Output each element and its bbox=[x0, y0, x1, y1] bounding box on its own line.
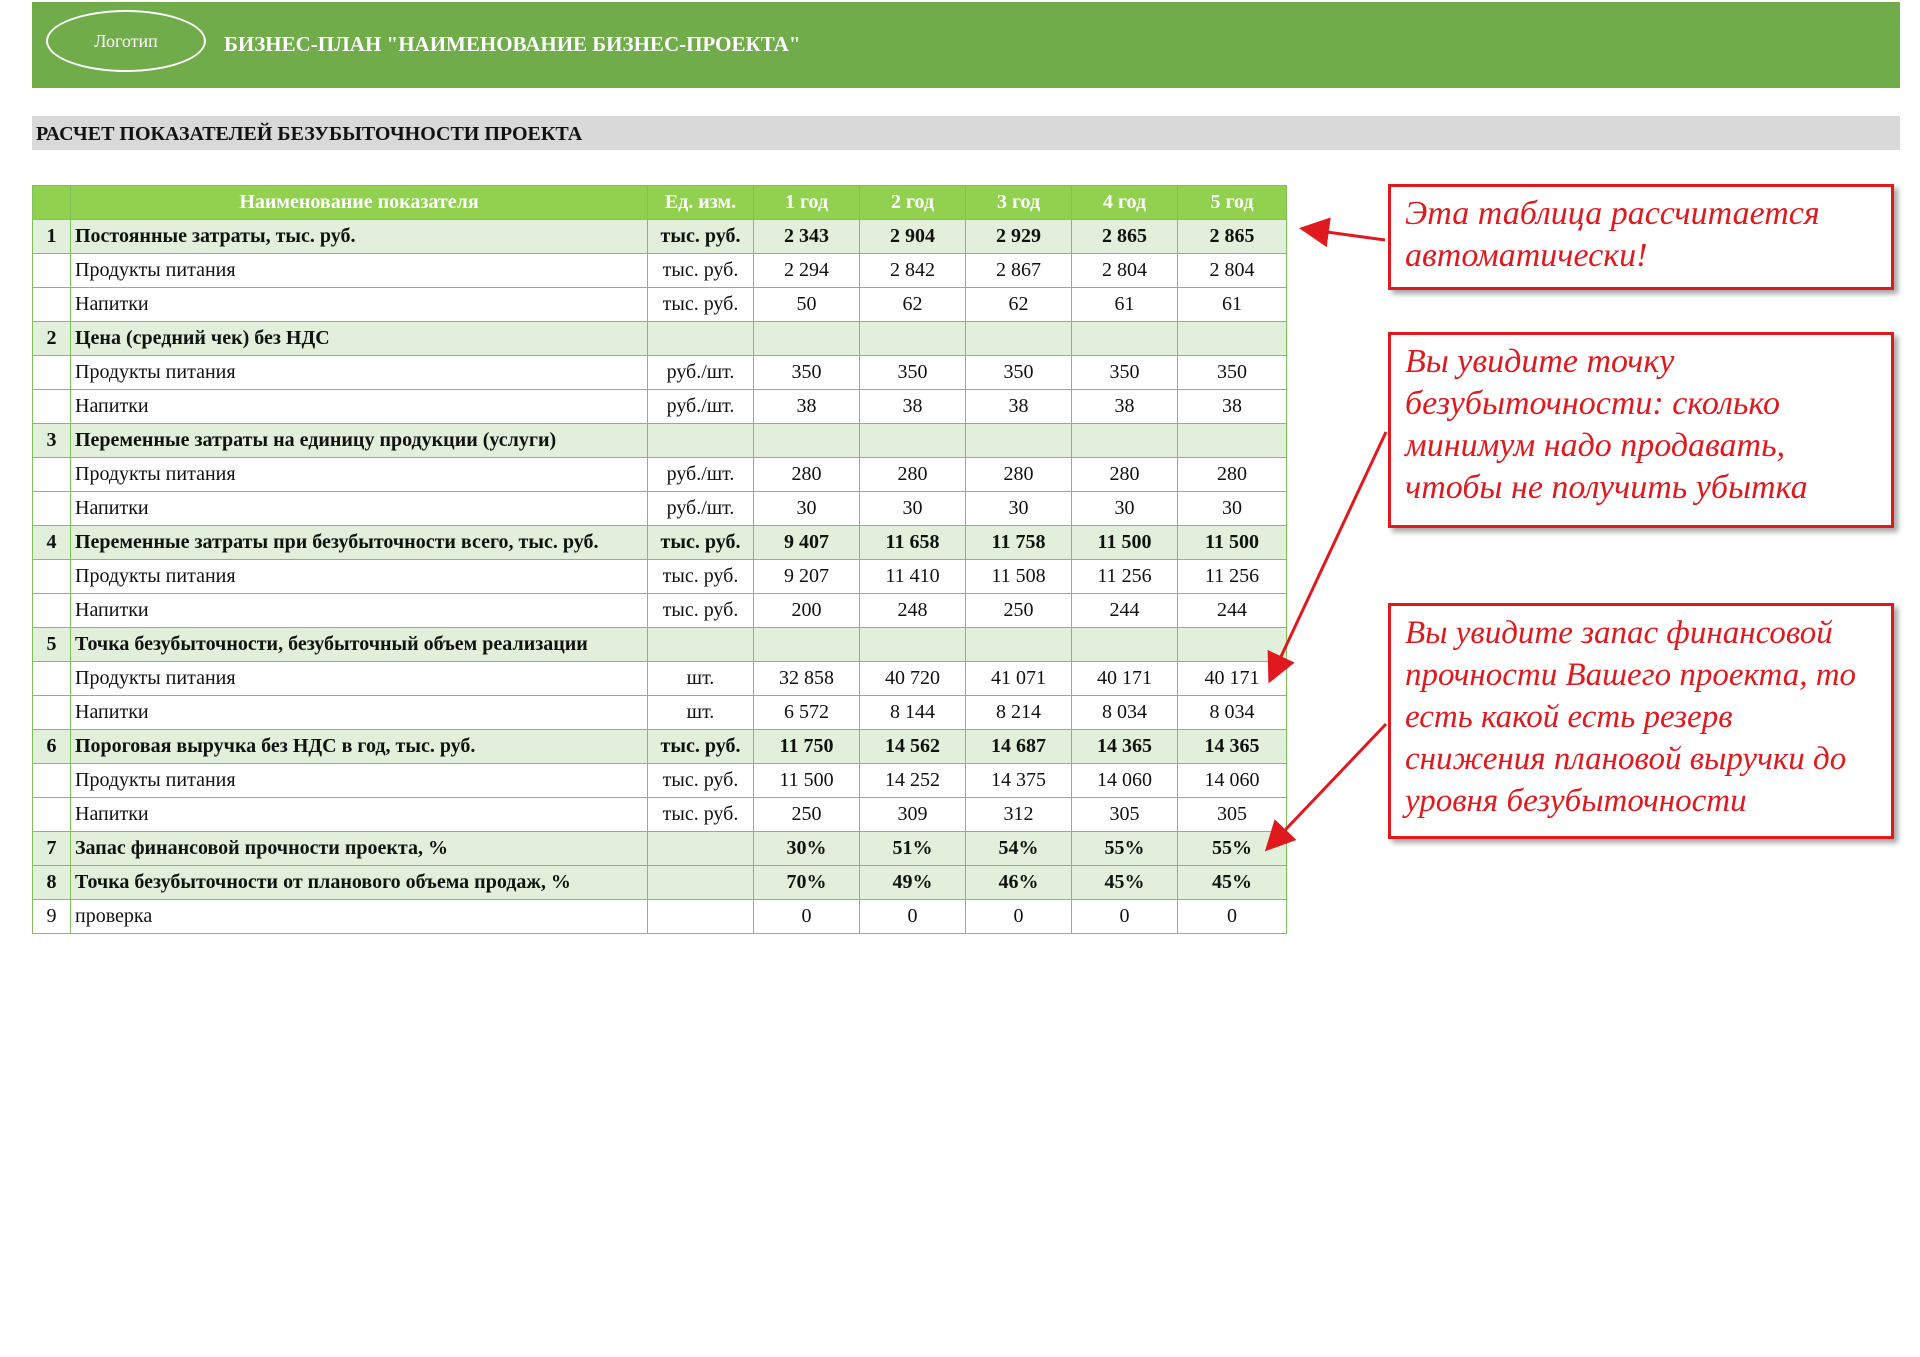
row-value-year-5 bbox=[1178, 322, 1287, 356]
table-row bbox=[33, 798, 1287, 832]
row-value-year-1 bbox=[754, 322, 860, 356]
row-value-year-2: 51% bbox=[860, 832, 966, 866]
row-indicator-name: Продукты питания bbox=[71, 560, 648, 594]
table-row bbox=[33, 594, 1287, 628]
document-title: БИЗНЕС-ПЛАН "НАИМЕНОВАНИЕ БИЗНЕС-ПРОЕКТА" bbox=[224, 32, 801, 56]
row-value-year-2: 309 bbox=[860, 798, 966, 832]
row-value-year-3: 0 bbox=[966, 900, 1072, 934]
row-value-year-4: 14 365 bbox=[1072, 730, 1178, 764]
row-number: 2 bbox=[33, 322, 71, 356]
table-row bbox=[33, 628, 1287, 662]
row-value-year-5: 8 034 bbox=[1178, 696, 1287, 730]
row-value-year-2 bbox=[860, 628, 966, 662]
row-value-year-1: 200 bbox=[754, 594, 860, 628]
table-row bbox=[33, 696, 1287, 730]
row-number: 1 bbox=[33, 220, 71, 254]
table-header-row bbox=[33, 186, 1287, 220]
row-value-year-2: 49% bbox=[860, 866, 966, 900]
row-value-year-1: 250 bbox=[754, 798, 860, 832]
row-value-year-5: 0 bbox=[1178, 900, 1287, 934]
row-indicator-name: Напитки bbox=[71, 594, 648, 628]
row-number bbox=[33, 662, 71, 696]
row-unit: тыс. руб. bbox=[648, 560, 754, 594]
row-value-year-5: 11 256 bbox=[1178, 560, 1287, 594]
row-value-year-3: 280 bbox=[966, 458, 1072, 492]
row-unit: тыс. руб. bbox=[648, 798, 754, 832]
col-header-num bbox=[33, 186, 71, 220]
row-value-year-2 bbox=[860, 424, 966, 458]
callout-breakeven-point: Вы увидите точку безубыточности: сколько минимум надо продавать, чтобы не получить убытка bbox=[1388, 332, 1894, 528]
callout-safety-margin: Вы увидите запас финансовой прочности Вашего проекта, то есть какой есть резерв снижения плановой выручки до уровня безубыточности bbox=[1388, 603, 1894, 839]
row-value-year-1: 38 bbox=[754, 390, 860, 424]
row-number bbox=[33, 764, 71, 798]
row-number bbox=[33, 560, 71, 594]
row-number: 4 bbox=[33, 526, 71, 560]
row-value-year-3: 2 867 bbox=[966, 254, 1072, 288]
row-value-year-5: 244 bbox=[1178, 594, 1287, 628]
row-number bbox=[33, 594, 71, 628]
row-value-year-5: 14 365 bbox=[1178, 730, 1287, 764]
row-value-year-4: 40 171 bbox=[1072, 662, 1178, 696]
row-indicator-name: Переменные затраты при безубыточности всего, тыс. руб. bbox=[71, 526, 648, 560]
row-unit: руб./шт. bbox=[648, 390, 754, 424]
row-number bbox=[33, 356, 71, 390]
row-unit bbox=[648, 322, 754, 356]
row-value-year-1: 70% bbox=[754, 866, 860, 900]
row-value-year-5: 11 500 bbox=[1178, 526, 1287, 560]
row-value-year-2: 14 562 bbox=[860, 730, 966, 764]
col-header-unit: Ед. изм. bbox=[648, 186, 754, 220]
header-bar bbox=[32, 2, 1900, 88]
row-number bbox=[33, 696, 71, 730]
row-value-year-2: 40 720 bbox=[860, 662, 966, 696]
row-unit: шт. bbox=[648, 696, 754, 730]
row-value-year-1: 9 207 bbox=[754, 560, 860, 594]
row-value-year-1: 11 750 bbox=[754, 730, 860, 764]
row-number: 7 bbox=[33, 832, 71, 866]
row-indicator-name: Переменные затраты на единицу продукции (услуги) bbox=[71, 424, 648, 458]
row-value-year-4: 2 804 bbox=[1072, 254, 1178, 288]
row-value-year-3: 38 bbox=[966, 390, 1072, 424]
row-value-year-4: 14 060 bbox=[1072, 764, 1178, 798]
row-value-year-4 bbox=[1072, 322, 1178, 356]
row-value-year-2: 62 bbox=[860, 288, 966, 322]
row-value-year-4: 280 bbox=[1072, 458, 1178, 492]
table-row bbox=[33, 254, 1287, 288]
row-value-year-4: 2 865 bbox=[1072, 220, 1178, 254]
row-value-year-5 bbox=[1178, 424, 1287, 458]
section-title: РАСЧЕТ ПОКАЗАТЕЛЕЙ БЕЗУБЫТОЧНОСТИ ПРОЕКТА bbox=[36, 123, 583, 145]
row-unit: тыс. руб. bbox=[648, 288, 754, 322]
row-value-year-5: 14 060 bbox=[1178, 764, 1287, 798]
row-value-year-4: 305 bbox=[1072, 798, 1178, 832]
row-indicator-name: Продукты питания bbox=[71, 764, 648, 798]
row-value-year-5 bbox=[1178, 628, 1287, 662]
row-value-year-3: 14 687 bbox=[966, 730, 1072, 764]
row-unit bbox=[648, 900, 754, 934]
callout-auto-calc: Эта таблица рассчитается автоматически! bbox=[1388, 184, 1894, 290]
row-indicator-name: Запас финансовой прочности проекта, % bbox=[71, 832, 648, 866]
row-unit: руб./шт. bbox=[648, 458, 754, 492]
row-value-year-3: 41 071 bbox=[966, 662, 1072, 696]
row-value-year-2: 248 bbox=[860, 594, 966, 628]
row-value-year-4: 55% bbox=[1072, 832, 1178, 866]
row-value-year-5: 2 804 bbox=[1178, 254, 1287, 288]
row-unit: тыс. руб. bbox=[648, 254, 754, 288]
row-value-year-3: 30 bbox=[966, 492, 1072, 526]
row-indicator-name: Продукты питания bbox=[71, 458, 648, 492]
arrow-to-fixed-costs bbox=[1305, 229, 1385, 240]
row-value-year-1 bbox=[754, 424, 860, 458]
table-row bbox=[33, 424, 1287, 458]
col-header-year-4: 4 год bbox=[1072, 186, 1178, 220]
row-number bbox=[33, 798, 71, 832]
table-row bbox=[33, 458, 1287, 492]
table-row bbox=[33, 832, 1287, 866]
row-value-year-3: 250 bbox=[966, 594, 1072, 628]
row-value-year-1: 30 bbox=[754, 492, 860, 526]
row-value-year-4 bbox=[1072, 628, 1178, 662]
row-value-year-1: 30% bbox=[754, 832, 860, 866]
row-value-year-2: 2 904 bbox=[860, 220, 966, 254]
row-indicator-name: Пороговая выручка без НДС в год, тыс. руб. bbox=[71, 730, 648, 764]
table-row bbox=[33, 288, 1287, 322]
row-value-year-1: 280 bbox=[754, 458, 860, 492]
row-value-year-3: 11 758 bbox=[966, 526, 1072, 560]
row-indicator-name: Продукты питания bbox=[71, 254, 648, 288]
col-header-name: Наименование показателя bbox=[71, 186, 648, 220]
row-value-year-5: 350 bbox=[1178, 356, 1287, 390]
row-value-year-5: 40 171 bbox=[1178, 662, 1287, 696]
table-row bbox=[33, 390, 1287, 424]
row-value-year-4: 0 bbox=[1072, 900, 1178, 934]
row-value-year-2: 280 bbox=[860, 458, 966, 492]
table-row bbox=[33, 730, 1287, 764]
arrow-to-breakeven-volume bbox=[1271, 432, 1386, 678]
row-value-year-1: 350 bbox=[754, 356, 860, 390]
table-row bbox=[33, 220, 1287, 254]
section-bar bbox=[32, 116, 1900, 150]
row-value-year-5: 2 865 bbox=[1178, 220, 1287, 254]
row-value-year-4: 11 500 bbox=[1072, 526, 1178, 560]
row-value-year-2: 0 bbox=[860, 900, 966, 934]
row-value-year-3: 2 929 bbox=[966, 220, 1072, 254]
table-row bbox=[33, 764, 1287, 798]
row-value-year-3: 312 bbox=[966, 798, 1072, 832]
table-row bbox=[33, 356, 1287, 390]
row-value-year-5: 38 bbox=[1178, 390, 1287, 424]
row-number: 8 bbox=[33, 866, 71, 900]
row-value-year-2: 38 bbox=[860, 390, 966, 424]
row-unit bbox=[648, 866, 754, 900]
row-indicator-name: Продукты питания bbox=[71, 662, 648, 696]
row-unit: шт. bbox=[648, 662, 754, 696]
row-value-year-4: 30 bbox=[1072, 492, 1178, 526]
row-value-year-3: 46% bbox=[966, 866, 1072, 900]
row-value-year-2: 14 252 bbox=[860, 764, 966, 798]
row-value-year-4 bbox=[1072, 424, 1178, 458]
row-indicator-name: Продукты питания bbox=[71, 356, 648, 390]
row-unit: руб./шт. bbox=[648, 356, 754, 390]
row-value-year-2: 350 bbox=[860, 356, 966, 390]
row-unit: тыс. руб. bbox=[648, 220, 754, 254]
row-number: 9 bbox=[33, 900, 71, 934]
row-value-year-5: 30 bbox=[1178, 492, 1287, 526]
row-value-year-5: 61 bbox=[1178, 288, 1287, 322]
row-value-year-2: 11 658 bbox=[860, 526, 966, 560]
row-indicator-name: Напитки bbox=[71, 798, 648, 832]
row-indicator-name: Точка безубыточности от планового объема продаж, % bbox=[71, 866, 648, 900]
table-row bbox=[33, 662, 1287, 696]
row-unit: тыс. руб. bbox=[648, 526, 754, 560]
row-value-year-4: 11 256 bbox=[1072, 560, 1178, 594]
row-number: 6 bbox=[33, 730, 71, 764]
row-value-year-1 bbox=[754, 628, 860, 662]
row-number bbox=[33, 254, 71, 288]
row-number: 5 bbox=[33, 628, 71, 662]
row-value-year-1: 2 343 bbox=[754, 220, 860, 254]
row-value-year-1: 11 500 bbox=[754, 764, 860, 798]
row-unit bbox=[648, 832, 754, 866]
breakeven-table bbox=[32, 185, 1287, 934]
table-body bbox=[33, 220, 1287, 934]
row-unit: тыс. руб. bbox=[648, 764, 754, 798]
row-value-year-1: 32 858 bbox=[754, 662, 860, 696]
row-value-year-2: 11 410 bbox=[860, 560, 966, 594]
row-indicator-name: Напитки bbox=[71, 696, 648, 730]
table-row bbox=[33, 560, 1287, 594]
row-unit bbox=[648, 628, 754, 662]
row-value-year-4: 8 034 bbox=[1072, 696, 1178, 730]
table-row bbox=[33, 526, 1287, 560]
row-value-year-4: 38 bbox=[1072, 390, 1178, 424]
row-value-year-5: 55% bbox=[1178, 832, 1287, 866]
logo-placeholder: Логотип bbox=[46, 10, 206, 72]
col-header-year-5: 5 год bbox=[1178, 186, 1287, 220]
row-value-year-5: 280 bbox=[1178, 458, 1287, 492]
table-row bbox=[33, 322, 1287, 356]
row-indicator-name: Напитки bbox=[71, 288, 648, 322]
row-number bbox=[33, 390, 71, 424]
row-value-year-3: 54% bbox=[966, 832, 1072, 866]
row-value-year-3 bbox=[966, 424, 1072, 458]
row-indicator-name: Цена (средний чек) без НДС bbox=[71, 322, 648, 356]
row-value-year-3: 62 bbox=[966, 288, 1072, 322]
row-number bbox=[33, 458, 71, 492]
row-value-year-1: 6 572 bbox=[754, 696, 860, 730]
row-value-year-4: 45% bbox=[1072, 866, 1178, 900]
row-value-year-1: 50 bbox=[754, 288, 860, 322]
row-value-year-2 bbox=[860, 322, 966, 356]
row-value-year-3 bbox=[966, 322, 1072, 356]
row-value-year-5: 305 bbox=[1178, 798, 1287, 832]
row-value-year-2: 8 144 bbox=[860, 696, 966, 730]
table-row bbox=[33, 866, 1287, 900]
row-value-year-4: 244 bbox=[1072, 594, 1178, 628]
row-value-year-4: 350 bbox=[1072, 356, 1178, 390]
col-header-year-3: 3 год bbox=[966, 186, 1072, 220]
row-value-year-3 bbox=[966, 628, 1072, 662]
row-unit bbox=[648, 424, 754, 458]
row-indicator-name: Постоянные затраты, тыс. руб. bbox=[71, 220, 648, 254]
row-value-year-1: 0 bbox=[754, 900, 860, 934]
row-value-year-2: 30 bbox=[860, 492, 966, 526]
row-value-year-5: 45% bbox=[1178, 866, 1287, 900]
row-number bbox=[33, 288, 71, 322]
row-value-year-3: 350 bbox=[966, 356, 1072, 390]
col-header-year-1: 1 год bbox=[754, 186, 860, 220]
row-value-year-1: 2 294 bbox=[754, 254, 860, 288]
row-value-year-3: 11 508 bbox=[966, 560, 1072, 594]
row-unit: тыс. руб. bbox=[648, 594, 754, 628]
row-indicator-name: проверка bbox=[71, 900, 648, 934]
row-value-year-2: 2 842 bbox=[860, 254, 966, 288]
row-unit: руб./шт. bbox=[648, 492, 754, 526]
row-number bbox=[33, 492, 71, 526]
row-number: 3 bbox=[33, 424, 71, 458]
row-value-year-3: 8 214 bbox=[966, 696, 1072, 730]
row-value-year-3: 14 375 bbox=[966, 764, 1072, 798]
row-indicator-name: Точка безубыточности, безубыточный объем реализации bbox=[71, 628, 648, 662]
row-value-year-1: 9 407 bbox=[754, 526, 860, 560]
row-unit: тыс. руб. bbox=[648, 730, 754, 764]
row-indicator-name: Напитки bbox=[71, 390, 648, 424]
row-indicator-name: Напитки bbox=[71, 492, 648, 526]
col-header-year-2: 2 год bbox=[860, 186, 966, 220]
table-row bbox=[33, 492, 1287, 526]
table-row bbox=[33, 900, 1287, 934]
row-value-year-4: 61 bbox=[1072, 288, 1178, 322]
